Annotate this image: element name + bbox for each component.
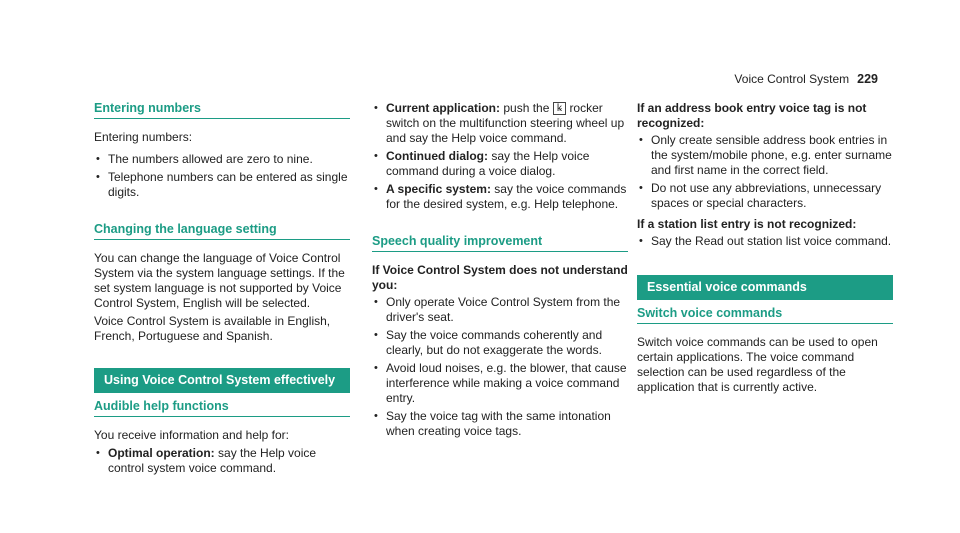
bullet-text: say the voice commands for the desired system, e.g. Help telephone. bbox=[386, 182, 627, 211]
section-heading-entering-numbers: Entering numbers bbox=[94, 101, 350, 119]
header-title: Voice Control System bbox=[734, 72, 850, 86]
bullet-lead: Current application: bbox=[386, 101, 501, 115]
paragraph: Voice Control System is available in English, French, Portuguese and Spanish. bbox=[94, 314, 331, 343]
bullet-text: say the Help voice control system voice command. bbox=[108, 446, 317, 475]
list-item: • Say the voice commands coherently and clearly, but do not exaggerate the words. bbox=[372, 328, 628, 358]
page-number: 229 bbox=[857, 72, 878, 86]
list-item bbox=[372, 101, 628, 146]
section-heading-audible-help: Audible help functions bbox=[94, 399, 350, 417]
list-item bbox=[372, 182, 628, 212]
section-heading-speech-quality: Speech quality improvement bbox=[372, 234, 628, 252]
list-item: • Do not use any abbreviations, unnecessary spaces or special characters. bbox=[637, 181, 893, 211]
paragraph: You receive information and help for: bbox=[94, 428, 290, 442]
bullet-lead: A specific system: bbox=[386, 182, 491, 196]
paragraph: Switch voice commands can be used to open certain applications. The voice command selection can be used regardless of the application that is currently active. bbox=[637, 335, 878, 394]
subheading: If Voice Control System does not understand you: bbox=[372, 263, 628, 292]
running-header bbox=[734, 72, 878, 87]
bullet-lead: Optimal operation: bbox=[108, 446, 215, 460]
list-item bbox=[372, 149, 628, 179]
column-2 bbox=[372, 101, 628, 442]
list-item bbox=[94, 446, 350, 476]
banner-using-effectively: Using Voice Control System effectively bbox=[94, 368, 350, 393]
column-3 bbox=[637, 101, 893, 402]
list-item: • Only create sensible address book entries in the system/mobile phone, e.g. enter surname and first name in the correct field. bbox=[637, 133, 893, 178]
paragraph: Entering numbers: bbox=[94, 130, 193, 144]
list-item: • Only operate Voice Control System from the driver's seat. bbox=[372, 295, 628, 325]
list-item: • Say the voice tag with the same intonation when creating voice tags. bbox=[372, 409, 628, 439]
bullet-text: rocker switch on the multifunction steering wheel up and say the Help voice command. bbox=[386, 101, 625, 145]
subheading: If a station list entry is not recognized: bbox=[637, 217, 857, 231]
bullet-lead: Continued dialog: bbox=[386, 149, 488, 163]
bullet-text: push the bbox=[503, 101, 550, 115]
banner-essential-commands: Essential voice commands bbox=[637, 275, 893, 300]
rocker-switch-icon: ꝃ bbox=[553, 102, 566, 115]
column-1 bbox=[94, 101, 350, 479]
list-item: • Telephone numbers can be entered as single digits. bbox=[94, 170, 350, 200]
paragraph: You can change the language of Voice Control System via the system language settings. If the set system language is not supported by Voice Control System, English will be selected. bbox=[94, 251, 345, 310]
subheading: If an address book entry voice tag is not recognized: bbox=[637, 101, 867, 130]
list-item: • The numbers allowed are zero to nine. bbox=[94, 152, 350, 167]
section-heading-language: Changing the language setting bbox=[94, 222, 350, 240]
bullet-text: say the Help voice command during a voice dialog. bbox=[386, 149, 590, 178]
section-heading-switch-commands: Switch voice commands bbox=[637, 306, 893, 324]
list-item: • Avoid loud noises, e.g. the blower, that cause interference while making a voice command entry. bbox=[372, 361, 628, 406]
list-item: • Say the Read out station list voice command. bbox=[637, 234, 893, 249]
